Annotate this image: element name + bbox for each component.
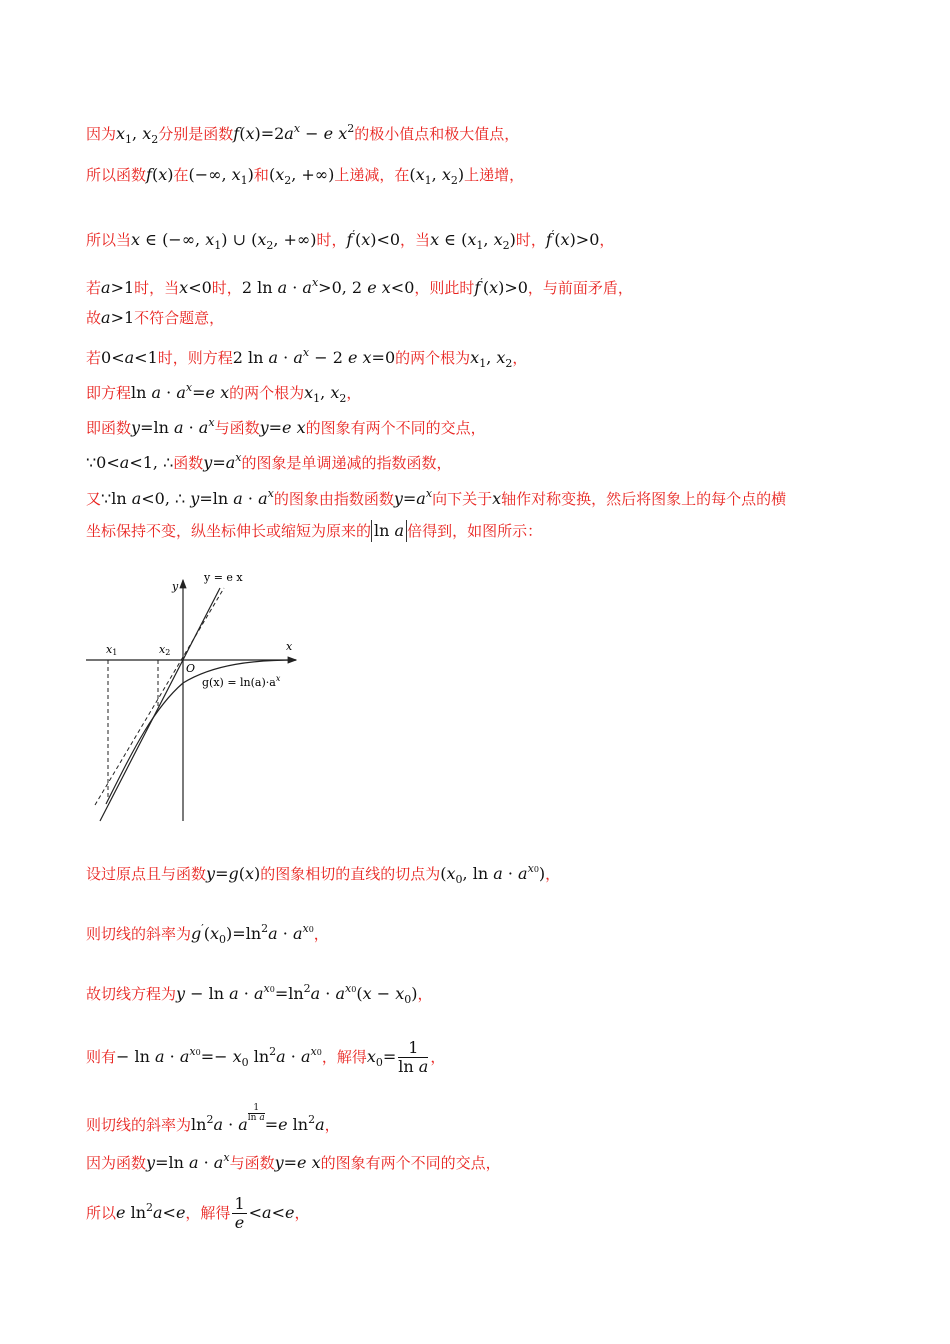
math: $\ln^2a \cdot a$ $\frac{1}{\text{ln a}}$ =e $\ln^2a$ [191, 1103, 325, 1134]
line-15: 则有− $\ln a \cdot a^{x0}=- x_0$ $\ln^2a \cdot a^{x0}$，解得$x_0=$ $\frac{1}{\text{ln a}}$ ， [86, 1038, 446, 1076]
math: x [492, 489, 502, 508]
math: a>1 [101, 308, 135, 327]
math: a>1 [101, 278, 135, 297]
math: $x_1$, $x_2$ [470, 348, 513, 370]
line-8: 即函数y=ln $a \cdot a^x$与函数y=e x的图象有两个不同的交点， [86, 416, 486, 437]
math: 2 $\ln a \cdot a^x>0$, 2 e x<0 [241, 276, 415, 297]
line-7: 即方程$\ln a \cdot a^x=e$ x的两个根为$x_1$, $x_2$， [86, 381, 362, 405]
math: y=ln $a \cdot a^x$ [131, 416, 215, 437]
math: y=g(x) [206, 864, 261, 883]
math: $y=a^x$ [203, 451, 242, 472]
line-6: 若0<a<1时，则方程2 $\ln a \cdot a^x - 2$ e x=0的两个根为$x_1$, $x_2$， [86, 346, 528, 370]
line-17: 因为函数y=ln $a \cdot a^x$与函数y=e x的图象有两个不同的交点， [86, 1151, 501, 1172]
curve-label: $g(x) = \ln(a)\cdot a^x$ [202, 674, 281, 689]
line-14: 故切线方程为$y - \ln a \cdot a^{x0}=\ln^2a \cdot a^{x0}(x - x_0)$， [86, 982, 433, 1006]
math: y=e x [259, 418, 306, 437]
function-graph [84, 568, 314, 826]
math: $y - \ln a \cdot a^{x0}=\ln^2a \cdot a^{x0}(x - x_0)$ [176, 982, 418, 1006]
math: x ∈ ($x_1$, $x_2$) [430, 230, 516, 252]
line-y-ex [100, 588, 220, 821]
line-4: 若a>1时，当x<0时，2 $\ln a \cdot a^x>0$, 2 e x<0，则此时f′(x)>0，与前面矛盾， [86, 276, 633, 297]
math: $\ln a \cdot a^x=e$ x [131, 381, 230, 402]
math: x<0 [179, 278, 212, 297]
line-label: y = e x [204, 571, 243, 584]
math: $f(x)=2a^x - e$ $x^2$ [233, 122, 355, 143]
x1-label: x1 [106, 643, 118, 657]
math: 2 $\ln a \cdot a^x - 2$ e x=0 [232, 346, 396, 367]
line-5: 故a>1不符合题意， [86, 308, 225, 327]
math: $x_1$, $x_2$ [116, 124, 159, 146]
line-3: 所以当x ∈ (−∞, $x_1$) ∪ ($x_2$, +∞)时，f′(x)<0，当x ∈ ($x_1$, $x_2$)时，f′(x)>0， [86, 228, 615, 252]
y-axis-label: y [172, 580, 179, 593]
math: ($x_0$, $\ln a \cdot a^{x0}$) [440, 862, 546, 886]
math: $x_0=$ $\frac{1}{\text{ln a}}$ [366, 1038, 429, 1076]
math: f′(x)>0 [474, 276, 528, 297]
math: (−∞, $x_1$) [188, 165, 254, 187]
line-16: 则切线的斜率为$\ln^2a \cdot a$ $\frac{1}{\text{ln a}}$ =e $\ln^2a$， [86, 1103, 340, 1134]
math: f(x) [146, 165, 174, 184]
x-axis-label: x [286, 640, 293, 653]
line-12: 设过原点且与函数y=g(x)的图象相切的直线的切点为($x_0$, $\ln a \cdot a^{x0}$)， [86, 862, 561, 886]
math: e $\ln^2a<e$ [116, 1201, 186, 1222]
math: $\frac{1}{e}$ <a<e [234, 1194, 295, 1232]
math: ∵ln a<0, ∴ y=ln $a \cdot a^x$ [101, 487, 274, 508]
line-9: ∵0<a<1, ∴函数$y=a^x$的图象是单调递减的指数函数， [86, 451, 452, 472]
math: f′(x)<0 [346, 228, 401, 249]
line-10: 又∵ln a<0, ∴ y=ln $a \cdot a^x$的图象由指数函数$y=a^x$向下关于x轴作对称变换，然后将图象上的每个点的横 [86, 487, 787, 508]
math: ($x_1$, $x_2$) [409, 165, 465, 187]
line-1: 因为$x_1$, $x_2$分别是函数$f(x)=2a^x - e$ $x^2$的极小值点和极大值点， [86, 122, 520, 146]
math: $g'(x_0)=\ln^2a \cdot a^{x0}$ [191, 922, 314, 946]
math: − $\ln a \cdot a^{x0}=- x_0$ $\ln^2a \cdot a^{x0}$ [116, 1045, 322, 1069]
line-18: 所以e $\ln^2a<e$，解得 $\frac{1}{e}$ <a<e， [86, 1194, 310, 1232]
math: ∵0<a<1, ∴ [86, 453, 174, 472]
tangent-line [95, 588, 224, 805]
line-2: 所以函数f(x)在(−∞, $x_1$)和($x_2$, +∞)上递减，在($x_1$, $x_2$)上递增， [86, 165, 525, 187]
math: $y=a^x$ [393, 487, 433, 508]
line-11: 坐标保持不变，纵坐标伸长或缩短为原来的 ln a 倍得到，如图所示： [86, 521, 543, 540]
math: ($x_2$, +∞) [268, 165, 335, 187]
x2-label: x2 [159, 643, 171, 657]
math: 0<a<1 [101, 348, 158, 367]
math: y=ln $a \cdot a^x$ [146, 1151, 230, 1172]
origin-label: O [186, 662, 196, 675]
math: x ∈ (−∞, $x_1$) ∪ ($x_2$, +∞) [131, 230, 317, 252]
math: $x_1$, $x_2$ [304, 383, 347, 405]
math: f′(x)>0 [545, 228, 600, 249]
math: y=e x [274, 1153, 321, 1172]
math: ln a [371, 521, 407, 540]
line-13: 则切线的斜率为$g'(x_0)=\ln^2a \cdot a^{x0}$， [86, 922, 329, 946]
